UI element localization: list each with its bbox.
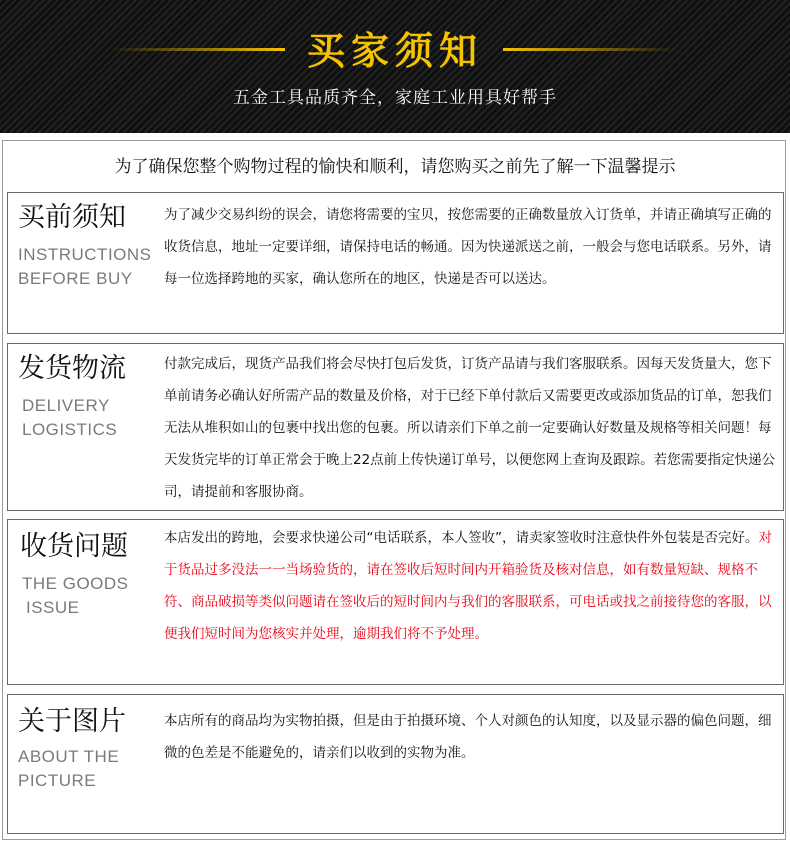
- section-before-buy: [7, 192, 784, 334]
- section-delivery: [7, 343, 784, 511]
- section-title-en-line1: DELIVERY: [22, 396, 110, 415]
- section-title-cn: 收货问题: [20, 531, 128, 562]
- section-body: 为了减少交易纠纷的误会，请您将需要的宝贝，按您需要的正确数量放入订货单，并请正确填写正确的收货信息，地址一定要详细，请保持电话的畅通。因为快递派送之前，一般会与您电话联系。另外，请每一位选择跨地的买家，确认您所在的地区，快递是否可以送达。: [164, 207, 772, 287]
- section-title-cn: 发货物流: [18, 353, 126, 384]
- section-title-en-line1: INSTRUCTIONS: [18, 245, 152, 264]
- banner-subtitle: 五金工具品质齐全，家庭工业用具好帮手: [233, 88, 557, 108]
- body-normal-text: 本店发出的跨地，会要求快递公司“电话联系，本人签收”，请卖家签收时注意快件外包装是否完好。: [164, 530, 759, 546]
- body-warning-text: 对于货品过多没法一一当场验货的，请在签收后短时间内开箱验货及核对信息，如有数量短缺、规格不符、商品破损等类似问题请在签收后的短时间内与我们的客服联系，可电话或找之前接待您的客服，以便我们短时间为您核实并处理，逾期我们将不予处理。: [164, 530, 772, 642]
- section-title-en-line2: ISSUE: [26, 598, 80, 617]
- intro-text: 为了确保您整个购物过程的愉快和顺利，请您购买之前先了解一下温馨提示: [114, 157, 676, 177]
- section-title-en-line2: BEFORE BUY: [18, 269, 133, 288]
- section-title-en-line1: ABOUT THE: [18, 747, 120, 766]
- section-body: [164, 522, 776, 650]
- section-title-en-line2: LOGISTICS: [22, 420, 118, 439]
- section-goods-issue: [7, 519, 784, 685]
- section-body: 本店所有的商品均为实物拍摄，但是由于拍摄环境、个人对颜色的认知度，以及显示器的偏色问题，细微的色差是不能避免的，请亲们以收到的实物为准。: [164, 713, 772, 761]
- section-title-cn: 买前须知: [18, 202, 126, 233]
- section-title-en-line2: PICTURE: [18, 771, 97, 790]
- section-title-cn: 关于图片: [18, 706, 126, 737]
- banner-title: 买家须知: [306, 29, 483, 73]
- section-title-en-line1: THE GOODS: [22, 574, 129, 593]
- section-body: 付款完成后，现货产品我们将会尽快打包后发货，订货产品请与我们客服联系。因每天发货量大，您下单前请务必确认好所需产品的数量及价格，对于已经下单付款后又需要更改或添加货品的订单，恕我们无法从堆积如山的包裹中找出您的包裹。所以请亲们下单之前一定要确认好数量及规格等相关问题！每天发货完毕的订单正常会于晚上22点前上传快递订单号，以便您网上查询及跟踪。若您需要指定快递公司，请提前和客服协商。: [164, 356, 776, 500]
- section-about-picture: [7, 694, 784, 834]
- header-banner: [0, 0, 790, 133]
